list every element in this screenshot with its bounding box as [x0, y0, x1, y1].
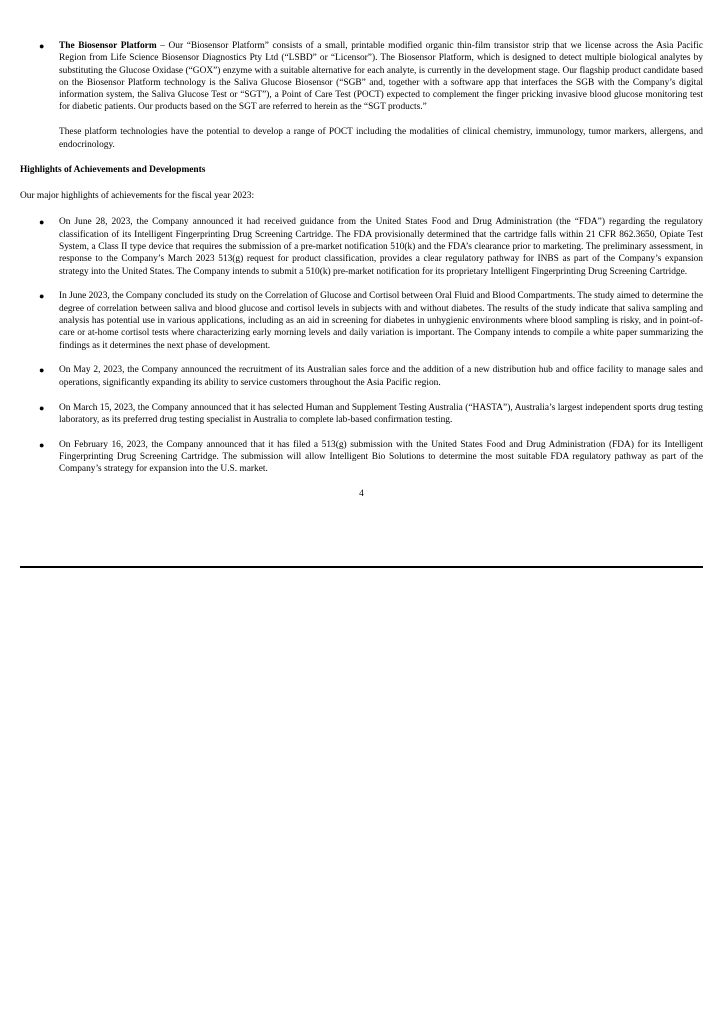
bullet-icon: ●	[39, 41, 45, 51]
highlight-item	[20, 364, 703, 389]
highlight-item	[20, 439, 703, 476]
document-page	[20, 40, 703, 500]
highlight-text: On June 28, 2023, the Company announced it had received guidance from the United States Food and Drug Administration (the “FDA”) regarding the regulatory classification of its Intelligent Fingerprinting Drug Screening Cartridge. The FDA provisionally determined that the cartridge falls within 21 CFR 862.3650, Opiate Test System, a Class II type device that requires the submission of a pre-market notification 510(k) and the FDA’s clearance prior to marketing. The preliminary assessment, in response to the Company’s March 2023 513(g) request for product classification, provides a clear regulatory pathway for INBS as part of the Company’s expansion strategy into the United States. The Company intends to submit a 510(k) pre-market notification for its proprietary Intelligent Fingerprinting Drug Screening Cartridge.	[59, 217, 703, 277]
highlight-item	[20, 402, 703, 427]
platform-list	[20, 40, 703, 114]
platform-followup-paragraph: These platform technologies have the potential to develop a range of POCT including the modalities of clinical chemistry, immunology, tumor markers, allergens, and endocrinology.	[59, 127, 703, 150]
bullet-icon: ●	[39, 365, 45, 376]
bullet-icon: ●	[39, 291, 45, 302]
section-heading: Highlights of Achievements and Developments	[20, 164, 206, 175]
bullet-icon: ●	[39, 402, 45, 413]
bullet-icon: ●	[39, 217, 45, 228]
highlight-item	[20, 216, 703, 277]
page-number: 4	[359, 488, 364, 499]
platform-description: – Our “Biosensor Platform” consists of a small, printable modified organic thin-film transistor strip that we license across the Asia Pacific Region from Life Science Biosensor Diagnostics Pty Ltd (“LSBD” or “Licensor”). The Biosensor Platform, which is designed to detect multiple biological analytes by substituting the Glucose Oxidase (“GOX”) enzyme with a suitable alternative for each analyte, is currently in the development stage. Our flagship product candidate based on the Biosensor Platform technology is the Saliva Glucose Biosensor (“SGB” and, together with a software app that interfaces the SGB with the Company’s digital information system, the Saliva Glucose Test or “SGT”), a Point of Care Test (POCT) expected to complement the finger pricking invasive blood glucose monitoring test for diabetic patients. Our products based on the SGT are referred to herein as the “SGT products.”	[59, 41, 703, 113]
highlight-item	[20, 290, 703, 351]
highlights-list	[20, 216, 703, 475]
page-bottom-divider	[20, 566, 703, 568]
highlight-text: On March 15, 2023, the Company announced that it has selected Human and Supplement Testing Australia (“HASTA”), Australia’s largest independent sports drug testing laboratory, as its preferred drug testing specialist in Australia to complete lab-based confirmation testing.	[59, 402, 703, 425]
section-intro: Our major highlights of achievements for the fiscal year 2023:	[20, 191, 255, 202]
highlight-text: On February 16, 2023, the Company announced that it has filed a 513(g) submission with the United States Food and Drug Administration (FDA) for its Intelligent Fingerprinting Drug Screening Cartridge. The submission will allow Intelligent Bio Solutions to determine the most suitable FDA regulatory pathway as part of the Company’s strategy for expansion into the U.S. market.	[59, 439, 703, 475]
highlight-text: In June 2023, the Company concluded its study on the Correlation of Glucose and Cortisol between Oral Fluid and Blood Compartments. The study aimed to determine the degree of correlation between saliva and blood glucose and cortisol levels in subjects with and without diabetes. The results of the study indicate that saliva sampling and analysis has potential use in various applications, including as an aid in screening for diabetes in unhygienic environments where blood sampling is risky, and in point-of-care or at-home cortisol tests where characterizing early morning levels and daily variation is important. The Company intends to compile a white paper summarizing the findings as it determines the next phase of development.	[59, 291, 703, 351]
platform-bullet-item	[20, 40, 703, 114]
bullet-icon: ●	[39, 439, 45, 450]
platform-lead: The Biosensor Platform	[59, 41, 157, 51]
highlight-text: On May 2, 2023, the Company announced the recruitment of its Australian sales force and the addition of a new distribution hub and office facility to manage sales and operations, significantly expanding its ability to service customers throughout the Asia Pacific region.	[59, 365, 703, 388]
